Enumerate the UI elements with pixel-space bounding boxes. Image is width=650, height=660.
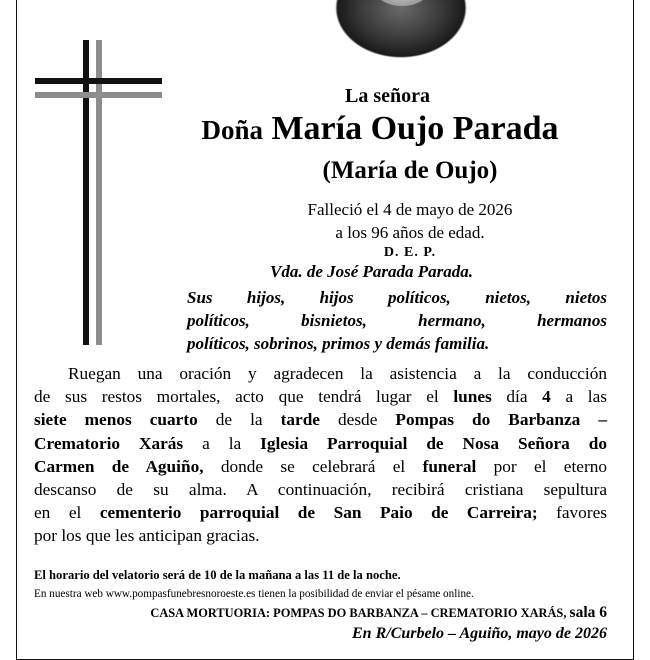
name-main: María Oujo Parada xyxy=(271,110,559,147)
body-bold: Pompas do Barbanza – xyxy=(395,410,607,430)
widow-line: Vda. de José Parada Parada. xyxy=(270,262,474,281)
body-text: por los que les anticipan gracias. xyxy=(34,526,260,546)
body-bold: lunes xyxy=(453,387,492,407)
funeral-home-line xyxy=(34,604,607,622)
cross-horizontal-gray xyxy=(35,92,162,98)
family-block xyxy=(187,286,607,355)
death-age: a los 96 años de edad. xyxy=(335,223,485,242)
body-text: a las xyxy=(550,387,607,407)
web-link[interactable]: www.pompasfunebresnoroeste.es xyxy=(105,588,256,600)
name-prefix: Doña xyxy=(201,115,263,145)
body-bold: Crematorio Xarás xyxy=(34,433,184,453)
body-text: Ruegan una oración y agradecen la asistencia a la conducción xyxy=(68,364,607,383)
body-text: favores xyxy=(537,503,607,523)
body-bold: Carmen de Aguiño, xyxy=(34,456,204,476)
body-bold: Iglesia Parroquial de Nosa Señora do xyxy=(260,433,607,453)
body-text: en el xyxy=(34,503,100,523)
cross-vertical-dark xyxy=(83,40,89,345)
body-bold: cementerio parroquial de San Paio de Carreira; xyxy=(99,503,538,523)
body-text: desde xyxy=(319,410,396,430)
family-line: políticos, bisnietos, hermano, hermanos xyxy=(187,311,607,330)
family-line: políticos, sobrinos, primos y demás familia. xyxy=(187,334,490,353)
family-line: Sus hijos, hijos políticos, nietos, nietos xyxy=(187,288,607,307)
deceased-name xyxy=(140,110,620,148)
body-text: de la xyxy=(197,410,281,430)
rip-text: D. E. P. xyxy=(383,245,437,260)
intro-text: La señora xyxy=(345,85,430,107)
web-suffix: tienen la posibilidad de enviar el pésame online. xyxy=(255,588,474,600)
body-bold: tarde xyxy=(280,410,320,430)
deceased-alias: (María de Oujo) xyxy=(322,157,498,184)
place-date: En R/Curbelo – Aguiño, mayo de 2026 xyxy=(352,625,607,642)
photo-face xyxy=(371,0,433,6)
body-line xyxy=(34,385,607,408)
body-line xyxy=(34,501,607,524)
body-text: descanso de su alma. A continuación, recibirá cristiana sepultura xyxy=(34,480,607,500)
body-text: por el eterno xyxy=(476,456,607,476)
web-prefix: En nuestra web xyxy=(34,588,106,600)
cross-vertical-gray xyxy=(96,40,102,345)
body-bold: siete menos cuarto xyxy=(34,410,198,430)
body-line xyxy=(34,432,607,455)
body-line xyxy=(34,524,607,547)
web-note xyxy=(34,588,474,600)
body-text: donde se celebrará el xyxy=(203,456,423,476)
funeral-home-label: CASA MORTUORIA: POMPAS DO BARBANZA – CREMATORIO XARÁS, xyxy=(150,606,570,620)
body-text: de sus restos mortales, acto que tendrá lugar el xyxy=(34,387,454,407)
cross-horizontal-dark xyxy=(35,78,162,84)
body-line xyxy=(34,362,607,385)
body-line xyxy=(34,478,607,501)
wake-hours: El horario del velatorio será de 10 de la mañana a las 11 de la noche. xyxy=(34,568,401,582)
body-line xyxy=(34,408,607,431)
body-text: a la xyxy=(183,433,261,453)
funeral-home-room: sala 6 xyxy=(569,604,607,621)
death-date: Falleció el 4 de mayo de 2026 xyxy=(307,200,513,219)
body-bold: funeral xyxy=(422,456,477,476)
body-line xyxy=(34,455,607,478)
body-text: día xyxy=(491,387,543,407)
body-bold: 4 xyxy=(542,387,551,407)
ceremony-text xyxy=(34,362,607,548)
